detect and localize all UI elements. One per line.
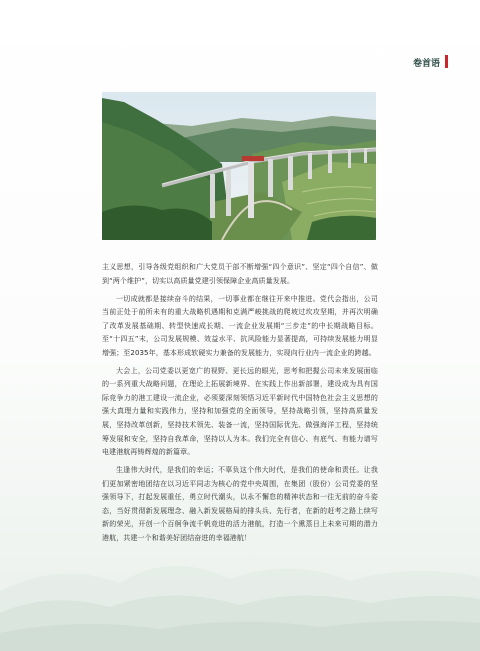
- ink-mountain-background: [0, 521, 480, 651]
- paragraph: 生逢伟大时代，是我们的幸运；不辜负这个伟大时代，是我们的使命和责任。让我们更加紧密地团结在以习近平同志为核心的党中央周围，在集团（股份）公司党委的坚强领导下，打起发展重任，勇立时代潮头，以永不懈怠的精神状态和一往无前的奋斗姿态，当好贯彻新发展理念、融入新发展格局的排头兵、先行者，在新的赶考之路上续写新的荣光，开创一个百舸争流千帆竞进的活力港航，打造一个熏蒸日上未来可期的潜力港航，共建一个和谐美好团结奋进的幸福港航！: [102, 466, 378, 542]
- paragraph: 主义思想，引导各级党组织和广大党员干部不断增强“四个意识”、坚定“四个自信”、做到“两个维护”，切实以高质量党建引领保障企业高质量发展。: [102, 263, 378, 285]
- paragraph: 大会上，公司党委以更宽广的视野、更长远的眼光，思考和把握公司未来发展面临的一系列重大战略问题，在理论上拓展新境界、在实践上作出新部署，建设成为具有国际竞争力的港工建设一流企业，必须要深刻领悟习近平新时代中国特色社会主义思想的强大真理力量和实践伟力，坚持和加强党的全面领导，坚持战略引领，坚持高质量发展，坚持改革创新，坚持技术领先、装备一流，坚持国际优先、做强海洋工程，坚持统筹发展和安全，坚持自我革命，坚持以人为本。我们完全有信心、有底气、有能力谱写电建港航再铸辉煌的新篇章。: [102, 366, 378, 457]
- section-tag: 卷首语: [412, 59, 440, 69]
- section-accent-bar: [445, 55, 448, 68]
- article-body: [102, 261, 378, 550]
- viaduct-landscape-image: [102, 92, 376, 240]
- cover-photo: [102, 92, 376, 240]
- paragraph: 一切成就都是接续奋斗的结果，一切事业都在继往开来中推进。党代会指出，公司当前正处于前所未有的重大战略机遇期和克满严峻挑战的爬坡过坎攻坚期，并再次明确了改革发展基础期、转型快速成长期、一流企业发展期“三步走”的中长期战略目标。至“十四五”末，公司发展规模、效益水平、抗风险能力显著提高，可持续发展能力明显增强；至2035年，基本形成软硬实力兼备的发展能力，实现向行业内一流企业的跨越。: [102, 294, 378, 357]
